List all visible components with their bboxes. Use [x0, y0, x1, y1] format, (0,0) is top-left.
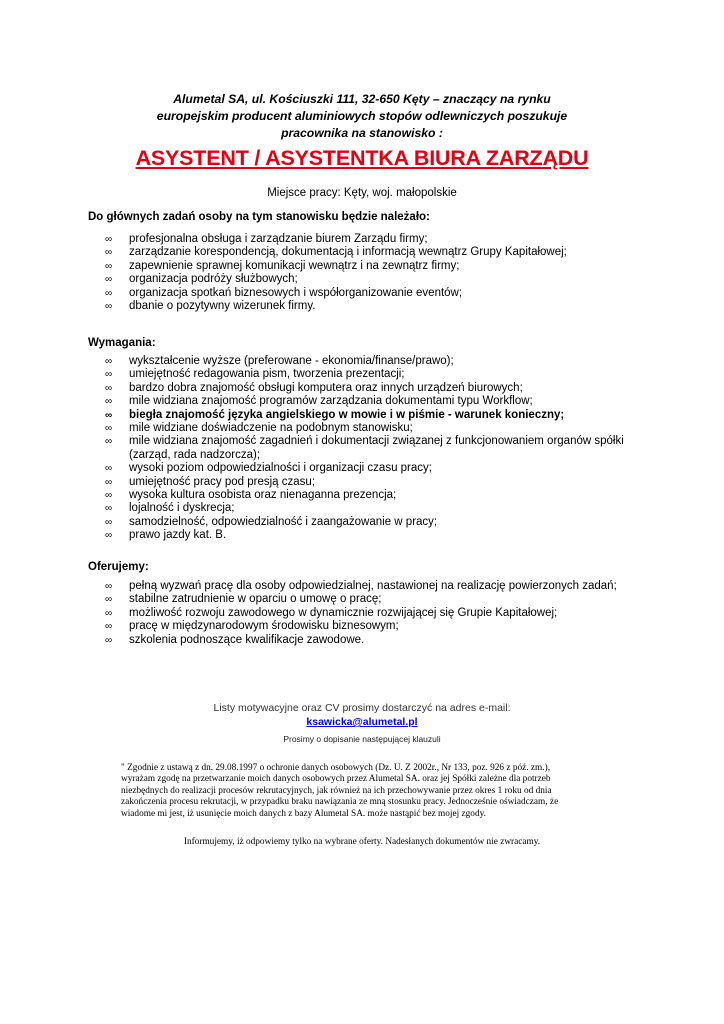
intro-line-1: Alumetal SA, ul. Kościuszki 111, 32-650 Kęty – znaczący na rynku	[173, 92, 551, 106]
clause-line-4: zakończenia procesu rekrutacji, w przypadku braku nawiązania ze mną stosunku pracy. Jednocześnie oświadczam, że	[121, 797, 559, 808]
list-item: ∞ dbanie o pozytywny wizerunek firmy.	[105, 300, 316, 313]
requirements-heading: Wymagania:	[88, 337, 156, 349]
infinity-bullet-icon: ∞	[105, 423, 113, 435]
list-item: ∞ umiejętność redagowania pism, tworzenia prezentacji;	[105, 368, 405, 381]
list-item: ∞ bardzo dobra znajomość obsługi komputera oraz innych urządzeń biurowych;	[105, 381, 523, 394]
list-item: ∞ samodzielność, odpowiedzialność i zaangażowanie w pracy;	[105, 515, 438, 528]
clause-line-5: wiadome mi jest, iż usunięcie moich danych z bazy Alumetal SA. może nastąpić bez mojej zgody.	[121, 808, 486, 819]
infinity-bullet-icon: ∞	[105, 396, 113, 408]
contact-email-link[interactable]: ksawicka@alumetal.pl	[306, 716, 418, 728]
clause-line-1: " Zgodnie z ustawą z dn. 29.08.1997 o ochronie danych osobowych (Dz. U. Z 2002r., Nr 133, poz. 926 z póź. zm.),	[121, 763, 551, 773]
infinity-bullet-icon: ∞	[105, 409, 113, 421]
infinity-bullet-icon: ∞	[105, 490, 113, 502]
list-item: ∞ organizacja spotkań biznesowych i współorganizowanie eventów;	[105, 286, 463, 299]
infinity-bullet-icon: ∞	[105, 369, 113, 381]
list-item: ∞ możliwość rozwoju zawodowego w dynamicznie rozwijającej się Grupie Kapitałowej;	[105, 606, 558, 619]
infinity-bullet-icon: ∞	[105, 234, 113, 245]
infinity-bullet-icon: ∞	[105, 581, 113, 592]
requirements-list	[88, 355, 628, 543]
clause-line-2: wyrażam zgodę na przetwarzanie moich danych osobowych przez Alumetal SA. oraz jej Spółki zależne dla potrzeb	[121, 774, 551, 785]
list-item: ∞ zapewnienie sprawnej komunikacji wewnątrz i na zewnątrz firmy;	[105, 259, 460, 272]
duties-list	[88, 233, 628, 313]
list-item: ∞ mile widziane doświadczenie na podobnym stanowisku;	[105, 422, 413, 435]
job-title: ASYSTENT / ASYSTENTKA BIURA ZARZĄDU	[135, 146, 589, 170]
list-item: ∞ pracę w międzynarodowym środowisku biznesowym;	[105, 620, 399, 633]
intro-line-2: europejskim producent aluminiowych stopów odlewniczych poszukuje	[156, 109, 568, 123]
infinity-bullet-icon: ∞	[105, 607, 113, 619]
duties-heading: Do głównych zadań osoby na tym stanowisku będzie należało:	[88, 211, 430, 223]
infinity-bullet-icon: ∞	[105, 274, 113, 286]
list-item: ∞ biegła znajomość języka angielskiego w mowie i w piśmie - warunek konieczny;	[105, 408, 565, 421]
offer-list	[88, 580, 628, 647]
infinity-bullet-icon: ∞	[105, 594, 113, 606]
infinity-bullet-icon: ∞	[105, 356, 113, 367]
clause-instruction: Prosimy o dopisanie następującej klauzuli	[283, 734, 441, 744]
infinity-bullet-icon: ∞	[105, 463, 113, 475]
company-intro	[100, 91, 624, 142]
list-item: ∞ umiejętność pracy pod presją czasu;	[105, 475, 316, 488]
infinity-bullet-icon: ∞	[105, 247, 113, 259]
infinity-bullet-icon: ∞	[105, 530, 113, 542]
list-item: ∞ wykształcenie wyższe (preferowane - ekonomia/finanse/prawo);	[105, 355, 454, 367]
offer-heading: Oferujemy:	[88, 561, 149, 573]
list-item: ∞ wysoki poziom odpowiedzialności i organizacji czasu pracy;	[105, 462, 432, 475]
list-item: ∞ stabilne zatrudnienie w oparciu o umowę o pracę;	[105, 593, 382, 606]
infinity-bullet-icon: ∞	[105, 436, 113, 448]
list-item: ∞ zarządzanie korespondencją, dokumentacją i informacją wewnątrz Grupy Kapitałowej;	[105, 246, 567, 259]
infinity-bullet-icon: ∞	[105, 287, 113, 299]
info-note: Informujemy, iż odpowiemy tylko na wybrane oferty. Nadesłanych dokumentów nie zwracamy.	[183, 837, 541, 847]
list-item: ∞ wysoka kultura osobista oraz nienaganna prezencja;	[105, 489, 397, 502]
infinity-bullet-icon: ∞	[105, 260, 113, 272]
work-location: Miejsce pracy: Kęty, woj. małopolskie	[267, 187, 457, 199]
infinity-bullet-icon: ∞	[105, 476, 113, 488]
infinity-bullet-icon: ∞	[105, 301, 113, 313]
list-item: ∞ mile widziana znajomość programów zarządzania dokumentami typu Workflow;	[105, 395, 533, 408]
list-item: ∞ profesjonalna obsługa i zarządzanie biurem Zarządu firmy;	[105, 233, 428, 245]
data-consent-clause	[121, 763, 595, 820]
infinity-bullet-icon: ∞	[105, 634, 113, 646]
infinity-bullet-icon: ∞	[105, 621, 113, 633]
contact-instruction: Listy motywacyjne oraz CV prosimy dostarczyć na adres e-mail:	[213, 702, 511, 714]
list-item: ∞ szkolenia podnoszące kwalifikacje zawodowe.	[105, 633, 365, 646]
list-item: ∞ pełną wyzwań pracę dla osoby odpowiedzialnej, nastawionej na realizację powierzonych zadań;	[105, 580, 617, 592]
list-item-continuation: (zarząd, rada nadzorcza);	[129, 448, 261, 461]
list-item: ∞ prawo jazdy kat. B.	[105, 529, 227, 542]
list-item: ∞ lojalność i dyskrecja;	[105, 502, 235, 515]
list-item: ∞ mile widziana znajomość zagadnień i dokumentacji związanej z funkcjonowaniem organów spółki (zarząd, rada nadzorcza);	[105, 435, 624, 461]
infinity-bullet-icon: ∞	[105, 503, 113, 515]
infinity-bullet-icon: ∞	[105, 516, 113, 528]
clause-line-3: niezbędnych do realizacji procesów rekrutacyjnych, jak również na ich przechowywanie przez okres 1 roku od dnia	[121, 785, 552, 796]
infinity-bullet-icon: ∞	[105, 382, 113, 394]
list-item: ∞ organizacja podróży służbowych;	[105, 273, 298, 286]
intro-line-3: pracownika na stanowisko :	[281, 126, 443, 140]
